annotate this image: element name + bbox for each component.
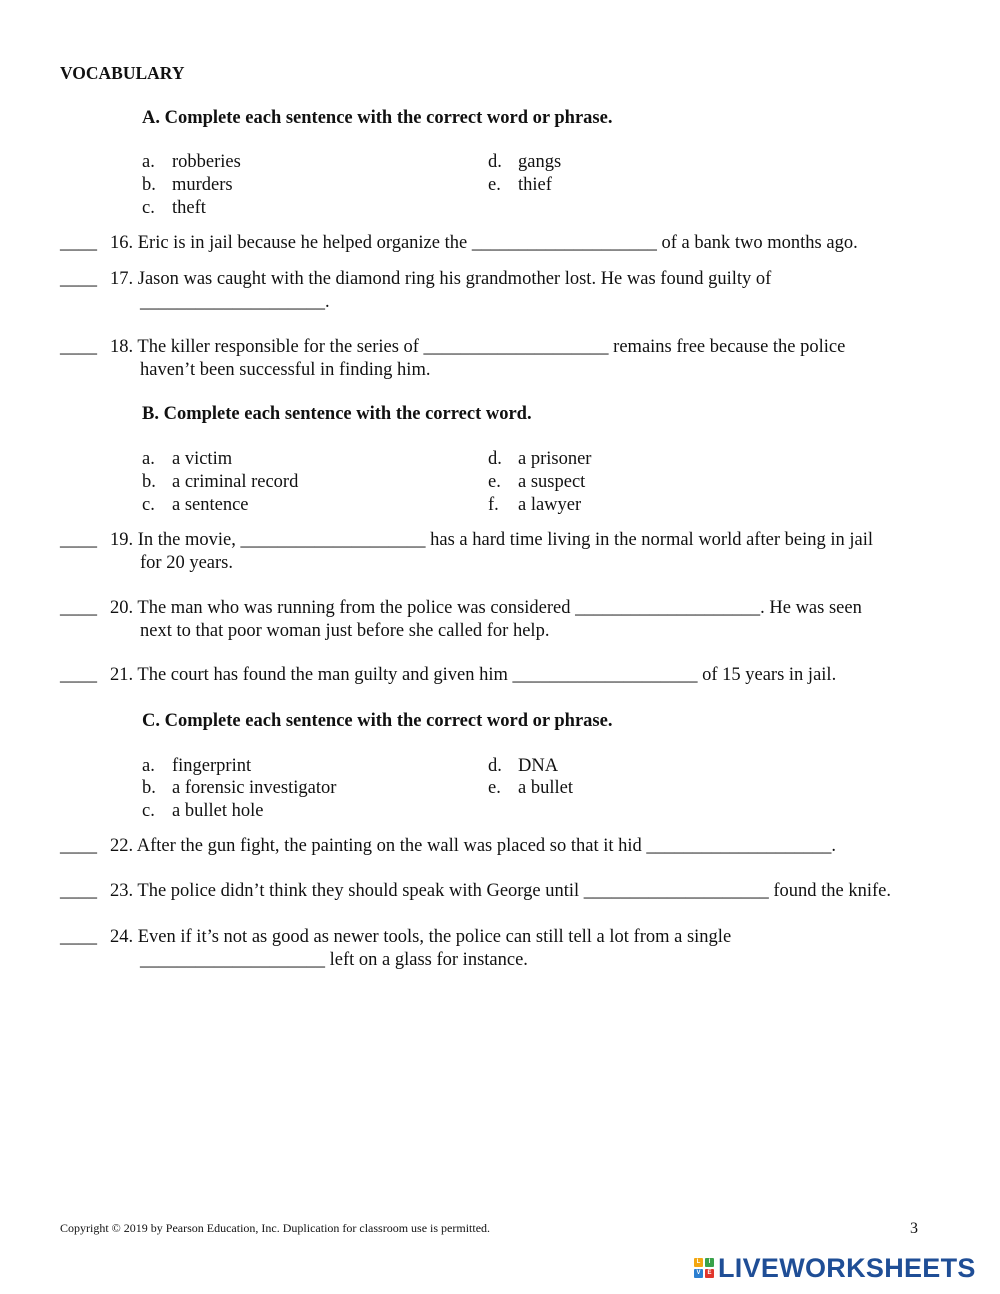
section-c-option: a. fingerprint — [142, 756, 252, 776]
section-c-option: d. DNA — [488, 756, 559, 776]
question-19-line2: for 20 years. — [140, 553, 233, 573]
answer-blank-24[interactable]: ____ — [60, 927, 97, 947]
answer-blank-19[interactable]: ____ — [60, 530, 97, 550]
section-c-option: c. a bullet hole — [142, 801, 264, 821]
question-18-line2: haven’t been successful in finding him. — [140, 360, 431, 380]
section-a-option: b. murders — [142, 175, 233, 195]
section-b-option: b. a criminal record — [142, 472, 299, 492]
section-a-option: a. robberies — [142, 152, 241, 172]
section-a-option: c. theft — [142, 198, 206, 218]
answer-blank-17[interactable]: ____ — [60, 269, 97, 289]
answer-blank-16[interactable]: ____ — [60, 233, 97, 253]
liveworksheets-brand[interactable]: LIVEWORKSHEETS — [718, 1253, 976, 1283]
section-b-option: c. a sentence — [142, 495, 249, 515]
question-23: 23. The police didn’t think they should speak with George until ____________________ found the knife. — [110, 881, 892, 901]
section-a-instruction: A. Complete each sentence with the correct word or phrase. — [142, 108, 613, 128]
question-20-line2: next to that poor woman just before she called for help. — [140, 621, 550, 641]
liveworksheets-logo-icon: L I V E — [694, 1258, 714, 1278]
section-b-option: e. a suspect — [488, 472, 586, 492]
question-17-line2: ____________________. — [140, 292, 330, 312]
page-number: 3 — [910, 1220, 918, 1237]
question-21: 21. The court has found the man guilty and given him ____________________ of 15 years in jail. — [110, 665, 837, 685]
answer-blank-18[interactable]: ____ — [60, 337, 97, 357]
section-c-instruction: C. Complete each sentence with the correct word or phrase. — [142, 711, 613, 731]
answer-blank-22[interactable]: ____ — [60, 836, 97, 856]
section-a-option: e. thief — [488, 175, 552, 195]
copyright-notice: Copyright © 2019 by Pearson Education, Inc. Duplication for classroom use is permitted. — [60, 1221, 491, 1235]
question-16: 16. Eric is in jail because he helped organize the ____________________ of a bank two months ago. — [110, 233, 858, 253]
answer-blank-23[interactable]: ____ — [60, 881, 97, 901]
answer-blank-21[interactable]: ____ — [60, 665, 97, 685]
question-22: 22. After the gun fight, the painting on the wall was placed so that it hid ____________________. — [110, 836, 837, 856]
section-b-option: f. a lawyer — [488, 495, 582, 515]
question-19: 19. In the movie, ____________________ has a hard time living in the normal world after being in jail — [110, 530, 873, 550]
section-b-option: a. a victim — [142, 449, 233, 469]
answer-blank-20[interactable]: ____ — [60, 598, 97, 618]
question-24: 24. Even if it’s not as good as newer tools, the police can still tell a lot from a single — [110, 927, 732, 947]
question-20: 20. The man who was running from the police was considered ____________________. He was seen — [110, 598, 862, 618]
question-24-line2: ____________________ left on a glass for instance. — [140, 950, 528, 970]
section-c-option: e. a bullet — [488, 778, 573, 798]
question-17: 17. Jason was caught with the diamond ring his grandmother lost. He was found guilty of — [110, 269, 772, 289]
section-a-option: d. gangs — [488, 152, 562, 172]
page-heading: VOCABULARY — [60, 63, 185, 83]
section-b-option: d. a prisoner — [488, 449, 592, 469]
question-18: 18. The killer responsible for the series of ____________________ remains free because the police — [110, 337, 846, 357]
section-c-option: b. a forensic investigator — [142, 778, 337, 798]
section-b-instruction: B. Complete each sentence with the correct word. — [142, 404, 532, 424]
